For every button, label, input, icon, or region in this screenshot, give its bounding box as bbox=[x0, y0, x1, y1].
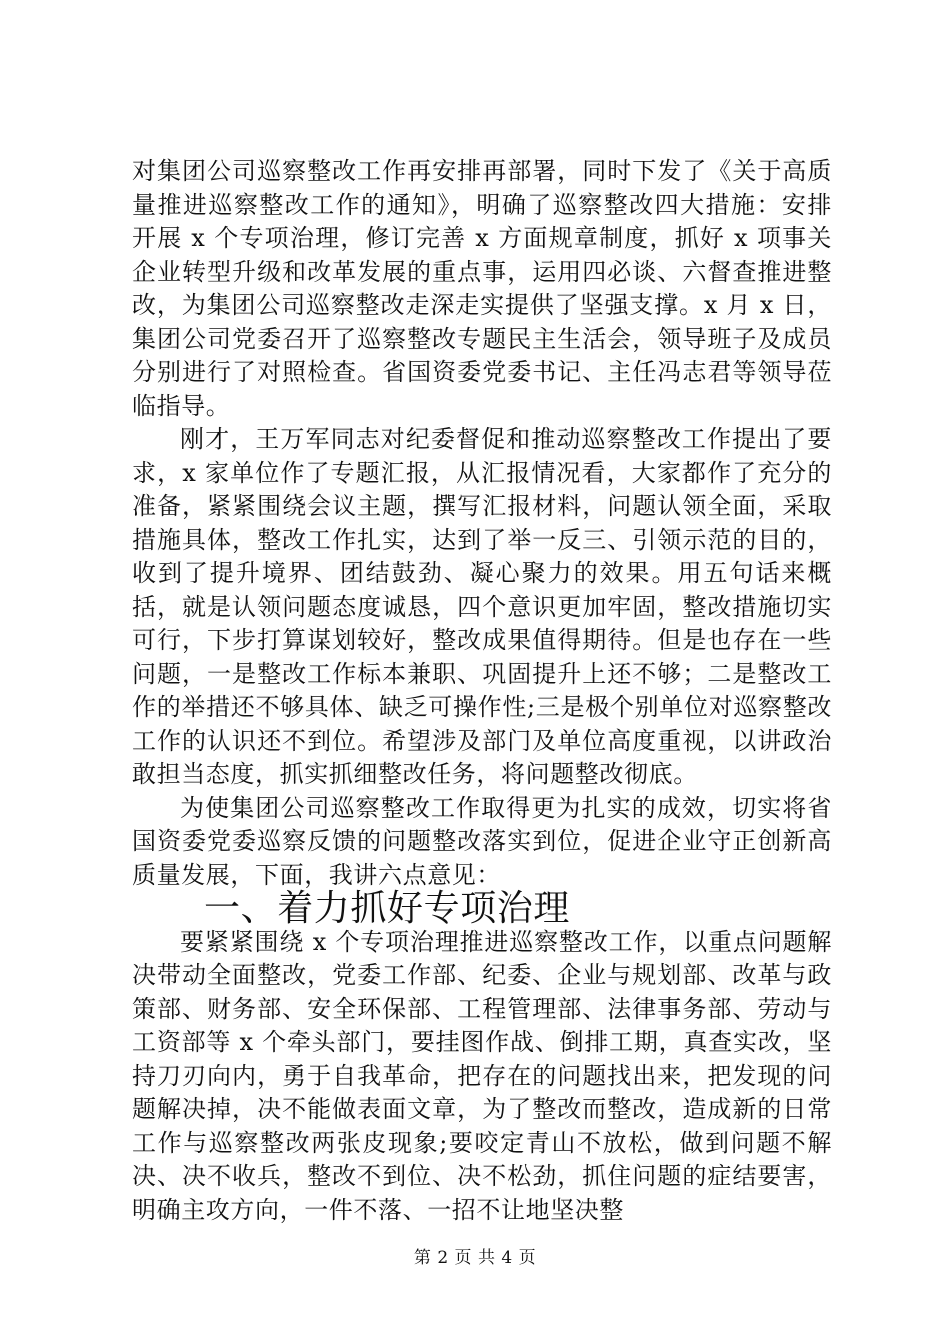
section-heading-special-governance: 一、着力抓好专项治理 bbox=[204, 888, 571, 929]
paragraph-special-governance: 要紧紧围绕 x 个专项治理推进巡察整改工作，以重点问题解决带动全面整改，党委工作部、纪委、企业与规划部、改革与政策部、财务部、安全环保部、工程管理部、法律事务部、劳动与工资部等 x 个牵头部门，要挂图作战、倒排工期，真查实改，坚持刀刃向内，勇于自我革命，把存在的问题找出来，把发现的问题解决掉，决不能做表面文章，为了整改而整改，造成新的日常工作与巡察整改两张皮现象;要咬定青山不放松，做到问题不解决、决不收兵，整改不到位、决不松劲，抓住问题的症结要害，明确主攻方向，一件不落、一招不让地坚决整 bbox=[132, 927, 832, 1224]
document-body bbox=[132, 155, 832, 1227]
paragraph-continuation: 对集团公司巡察整改工作再安排再部署，同时下发了《关于高质量推进巡察整改工作的通知》，明确了巡察整改四大措施：安排开展 x 个专项治理，修订完善 x 方面规章制度，抓好 x 项事关企业转型升级和改革发展的重点事，运用四必谈、六督查推进整改，为集团公司巡察整改走深走实提供了坚强支撑。x 月 x 日，集团公司党委召开了巡察整改专题民主生活会，领导班子及成员分别进行了对照检查。省国资委党委书记、主任冯志君等领导莅临指导。 bbox=[132, 157, 832, 420]
paragraph-six-opinions-intro: 为使集团公司巡察整改工作取得更为扎实的成效，切实将省国资委党委巡察反馈的问题整改落实到位，促进企业守正创新高质量发展，下面，我讲六点意见： bbox=[132, 793, 832, 889]
paragraph-wang-wanjun-remarks: 刚才，王万军同志对纪委督促和推动巡察整改工作提出了要求，x 家单位作了专题汇报，从汇报情况看，大家都作了充分的准备，紧紧围绕会议主题，撰写汇报材料，问题认领全面，采取措施具体，整改工作扎实，达到了举一反三、引领示范的目的，收到了提升境界、团结鼓劲、凝心聚力的效果。用五句话来概括，就是认领问题态度诚恳，四个意识更加牢固，整改措施切实可行，下步打算谋划较好，整改成果值得期待。但是也存在一些问题，一是整改工作标本兼职、巩固提升上还不够；二是整改工作的举措还不够具体、缺乏可操作性;三是极个别单位对巡察整改工作的认识还不到位。希望涉及部门及单位高度重视，以讲政治敢担当态度，抓实抓细整改任务，将问题整改彻底。 bbox=[132, 425, 832, 788]
page-number-footer: 第 2 页 共 4 页 bbox=[413, 1248, 537, 1268]
